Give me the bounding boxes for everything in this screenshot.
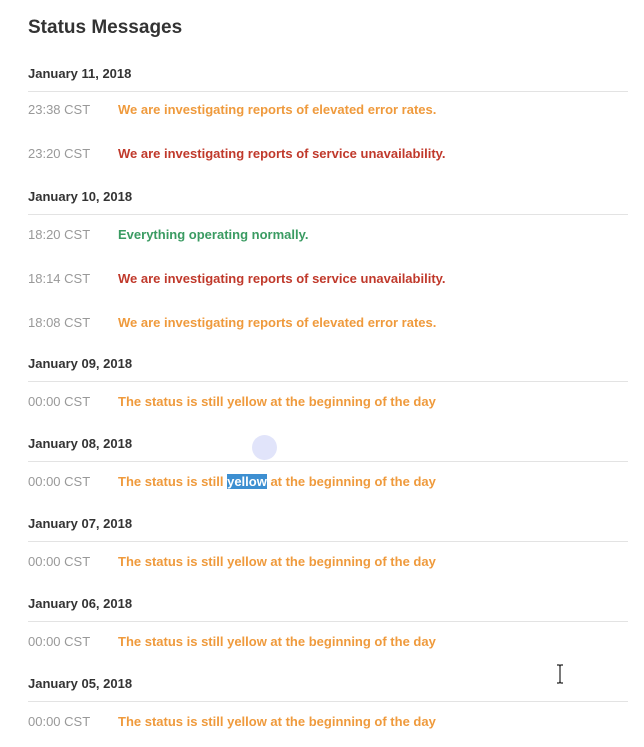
- day-group: [28, 355, 628, 437]
- status-message: [28, 145, 628, 179]
- message-text: The status is still yellow at the beginning of the day: [118, 394, 436, 409]
- day-group: [28, 595, 628, 677]
- message-time: 00:00 CST: [28, 474, 91, 489]
- message-text: Everything operating normally.: [118, 227, 309, 242]
- day-group: [28, 515, 628, 597]
- pointer-highlight-icon: [252, 435, 277, 460]
- message-text-part: at the beginning of the day: [266, 474, 436, 489]
- message-text: The status is still yellow at the beginning of the day: [118, 554, 436, 569]
- status-message: [28, 553, 628, 597]
- message-text-part: The status is still: [118, 474, 228, 489]
- text-cursor-icon: [554, 664, 566, 684]
- day-heading: January 08, 2018: [28, 435, 628, 462]
- day-group: [28, 435, 628, 517]
- day-heading: January 11, 2018: [28, 65, 628, 92]
- day-heading: January 07, 2018: [28, 515, 628, 542]
- status-message: [28, 101, 628, 145]
- status-message: [28, 314, 628, 348]
- day-group: [28, 675, 628, 743]
- message-time: 00:00 CST: [28, 394, 91, 409]
- message-text: The status is still yellow at the beginning of the day: [118, 634, 436, 649]
- message-text: We are investigating reports of service unavailability.: [118, 271, 446, 286]
- message-text: The status is still yellow at the beginning of the day: [118, 714, 436, 729]
- status-message: [28, 226, 628, 270]
- message-time: 00:00 CST: [28, 634, 91, 649]
- message-text: We are investigating reports of service unavailability.: [118, 146, 446, 161]
- message-text: We are investigating reports of elevated error rates.: [118, 102, 437, 117]
- status-message: [28, 393, 628, 437]
- message-text: [118, 473, 436, 491]
- selected-text: yellow: [227, 474, 267, 489]
- status-message: [28, 270, 628, 314]
- day-group: [28, 188, 628, 348]
- status-message: [28, 473, 628, 517]
- message-time: 18:20 CST: [28, 227, 91, 242]
- message-time: 23:20 CST: [28, 146, 91, 161]
- day-heading: January 09, 2018: [28, 355, 628, 382]
- message-text: We are investigating reports of elevated error rates.: [118, 315, 437, 330]
- day-heading: January 10, 2018: [28, 188, 628, 215]
- message-time: 18:08 CST: [28, 315, 91, 330]
- day-heading: January 06, 2018: [28, 595, 628, 622]
- message-time: 00:00 CST: [28, 714, 91, 729]
- message-time: 00:00 CST: [28, 554, 91, 569]
- message-time: 23:38 CST: [28, 102, 91, 117]
- status-message: [28, 633, 628, 677]
- day-group: [28, 65, 628, 179]
- page-title: Status Messages: [28, 17, 183, 38]
- status-message: [28, 713, 628, 743]
- message-time: 18:14 CST: [28, 271, 91, 286]
- day-heading: January 05, 2018: [28, 675, 628, 702]
